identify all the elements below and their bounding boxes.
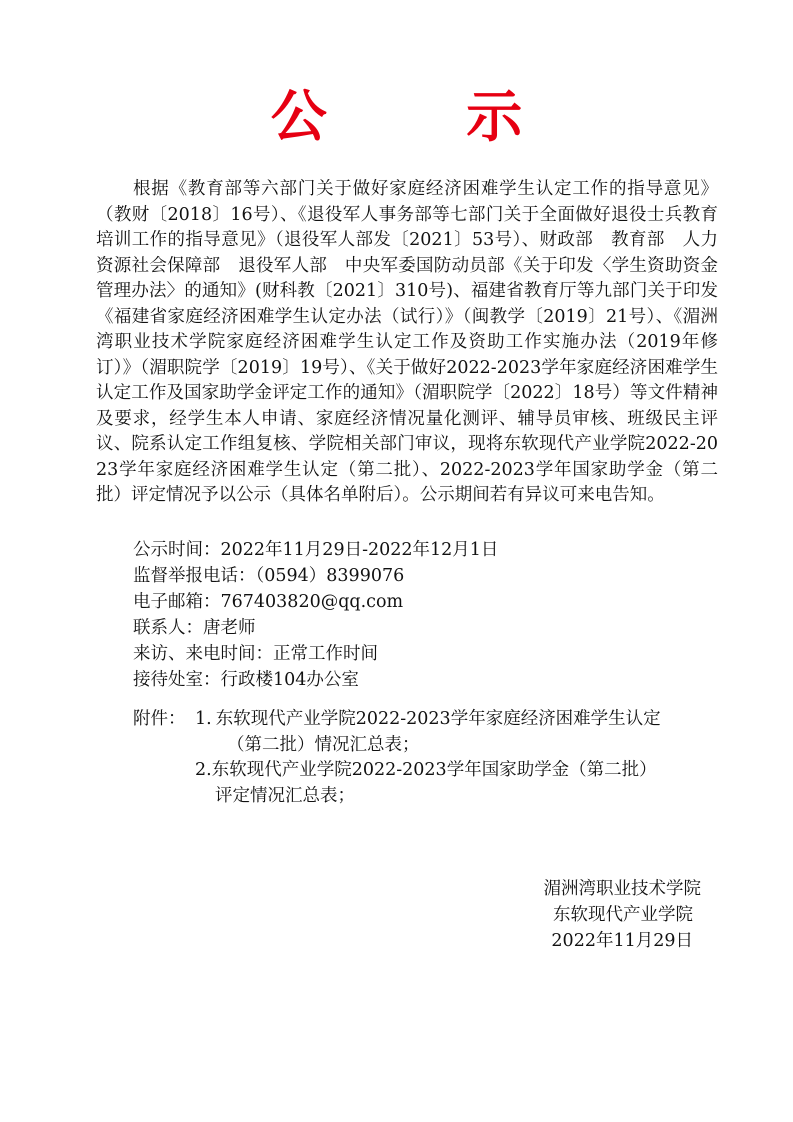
body-paragraph: 根据《教育部等六部门关于做好家庭经济困难学生认定工作的指导意见》（教财〔2018〕16号）、《退役军人事务部等七部门关于全面做好退役士兵教育培训工作的指导意见》（退役军人部发〔2021〕53号）、财政部 教育部 人力资源社会保障部 退役军人部 中央军委国防动员部《关于印发〈学生资助资金管理办法〉的通知》(财科教〔2021〕310号)、福建省教育厅等九部门关于印发《福建省家庭经济困难学生认定办法（试行）》（闽教学〔2019〕21号）、《湄洲湾职业技术学院家庭经济困难学生认定工作及资助工作实施办法（2019年修订）》（湄职院学〔2019〕19号）、《关于做好2022-2023学年家庭经济困难学生认定工作及国家助学金评定工作的通知》（湄职院学〔2022〕18号）等文件精神及要求，经学生本人申请、家庭经济情况量化测评、辅导员审核、班级民主评议、院系认定工作组复核、学院相关部门审议，现将东软现代产业学院2022-2023学年家庭经济困难学生认定（第二批）、2022-2023学年国家助学金（第二批）评定情况予以公示（具体名单附后）。公示期间若有异议可来电告知。	[96, 179, 718, 505]
attachment-item-2	[133, 758, 723, 809]
reception-office: 接待处室：行政楼104办公室	[133, 670, 359, 690]
visit-hours: 来访、来电时间：正常工作时间	[133, 644, 378, 664]
attachment-title-line1: 东软现代产业学院2022-2023学年国家助学金（第二批）	[211, 760, 657, 780]
attachment-number: 1.	[195, 709, 212, 729]
report-phone: 监督举报电话：（0594）8399076	[133, 566, 405, 586]
attachment-title-line2: （第二批）情况汇总表；	[227, 734, 420, 755]
attachment-number: 2.	[195, 760, 212, 780]
signature-org-college: 湄洲湾职业技术学院	[543, 879, 701, 899]
attachments-label: 附件：	[133, 709, 186, 729]
attachments-section	[133, 707, 723, 809]
attachment-item-1	[133, 707, 723, 758]
attachment-title-line2: 评定情况汇总表；	[215, 785, 355, 806]
signature-org-school: 东软现代产业学院	[553, 905, 693, 925]
page-title: 公 示	[270, 85, 583, 150]
signature-block	[544, 876, 702, 954]
attachment-title-line1: 东软现代产业学院2022-2023学年家庭经济困难学生认定	[215, 709, 661, 729]
contact-person: 联系人：唐老师	[133, 618, 256, 638]
contact-info-list	[133, 537, 693, 693]
announcement-period: 公示时间：2022年11月29日-2022年12月1日	[133, 540, 499, 560]
email: 电子邮箱：767403820@qq.com	[133, 592, 404, 612]
signature-date: 2022年11月29日	[551, 931, 693, 951]
